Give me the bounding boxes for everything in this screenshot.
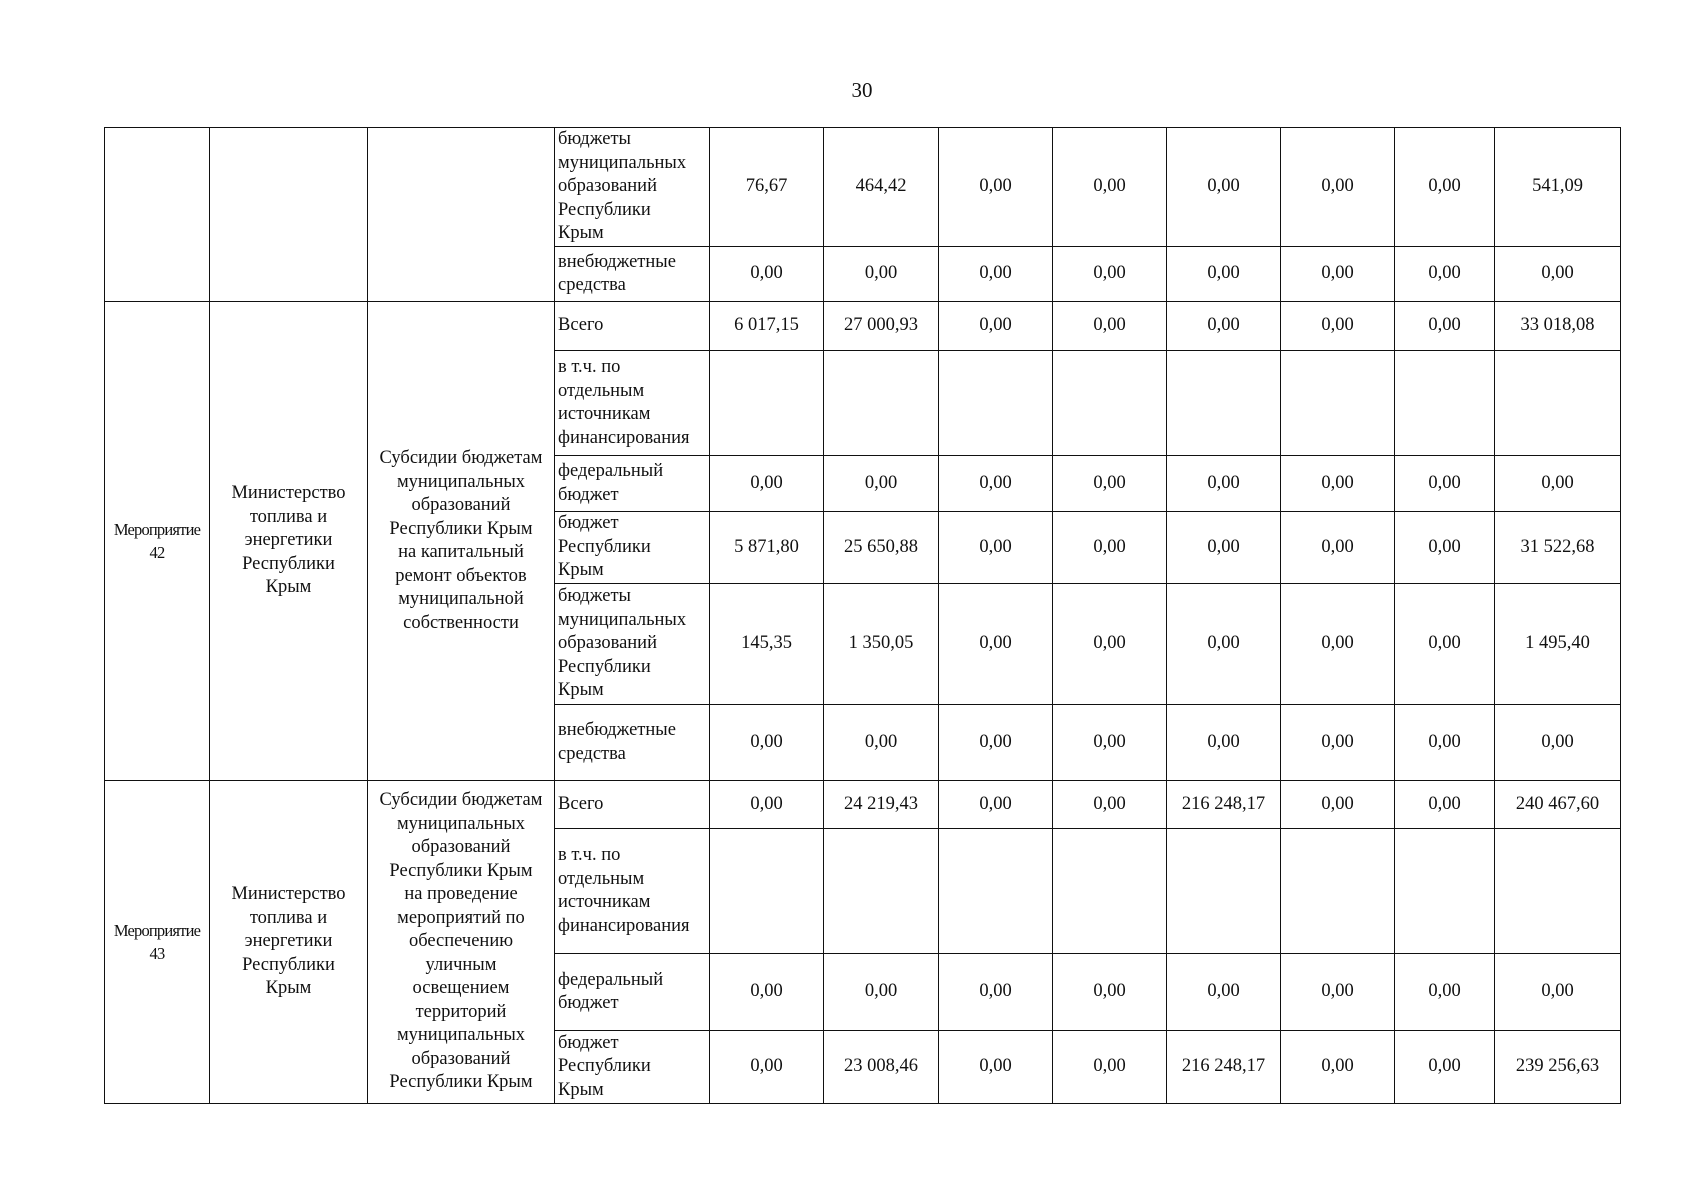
year-value: 0,00 xyxy=(1053,128,1167,247)
year-value: 0,00 xyxy=(939,512,1053,584)
year-value: 0,00 xyxy=(939,705,1053,781)
year-value: 0,00 xyxy=(1053,302,1167,351)
year-value: 0,00 xyxy=(1281,456,1395,512)
funding-source: в т.ч. по отдельным источникам финансирования xyxy=(555,829,710,954)
year-value: 0,00 xyxy=(939,456,1053,512)
year-value: 0,00 xyxy=(1395,584,1495,705)
year-value: 0,00 xyxy=(1281,584,1395,705)
year-value xyxy=(710,351,824,456)
table-row xyxy=(105,781,1621,829)
year-value: 0,00 xyxy=(710,456,824,512)
total-value: 0,00 xyxy=(1495,705,1621,781)
year-value: 1 350,05 xyxy=(824,584,939,705)
year-value: 0,00 xyxy=(939,584,1053,705)
table-row xyxy=(105,302,1621,351)
year-value xyxy=(1281,829,1395,954)
year-value: 0,00 xyxy=(1053,781,1167,829)
year-value: 0,00 xyxy=(1167,128,1281,247)
year-value: 23 008,46 xyxy=(824,1031,939,1104)
empty-cell xyxy=(105,128,210,302)
total-value: 1 495,40 xyxy=(1495,584,1621,705)
total-value: 33 018,08 xyxy=(1495,302,1621,351)
year-value: 0,00 xyxy=(1281,705,1395,781)
funding-source: бюджеты муниципальных образований Республики Крым xyxy=(555,128,710,247)
funding-source: бюджет Республики Крым xyxy=(555,512,710,584)
year-value: 0,00 xyxy=(710,781,824,829)
year-value xyxy=(1395,351,1495,456)
funding-source: внебюджетные средства xyxy=(555,247,710,302)
funding-source: федеральный бюджет xyxy=(555,456,710,512)
year-value: 0,00 xyxy=(939,781,1053,829)
year-value: 0,00 xyxy=(1053,705,1167,781)
total-value: 0,00 xyxy=(1495,247,1621,302)
funding-source: в т.ч. по отдельным источникам финансирования xyxy=(555,351,710,456)
year-value: 0,00 xyxy=(1053,456,1167,512)
total-value: 240 467,60 xyxy=(1495,781,1621,829)
year-value: 0,00 xyxy=(824,456,939,512)
funding-source: Всего xyxy=(555,781,710,829)
year-value: 0,00 xyxy=(939,247,1053,302)
executor-name: Министерство топлива и энергетики Республики Крым xyxy=(210,302,368,781)
measure-number: Мероприятие 43 xyxy=(105,781,210,1104)
total-value: 0,00 xyxy=(1495,456,1621,512)
year-value: 0,00 xyxy=(1281,512,1395,584)
year-value: 0,00 xyxy=(1053,247,1167,302)
year-value: 0,00 xyxy=(1167,954,1281,1031)
year-value: 0,00 xyxy=(824,705,939,781)
year-value: 0,00 xyxy=(939,1031,1053,1104)
year-value: 0,00 xyxy=(939,954,1053,1031)
year-value: 464,42 xyxy=(824,128,939,247)
year-value: 0,00 xyxy=(939,302,1053,351)
year-value: 0,00 xyxy=(1395,247,1495,302)
year-value: 0,00 xyxy=(824,954,939,1031)
year-value: 0,00 xyxy=(1395,705,1495,781)
year-value: 0,00 xyxy=(1167,584,1281,705)
year-value: 6 017,15 xyxy=(710,302,824,351)
year-value: 0,00 xyxy=(1281,128,1395,247)
funding-source: бюджет Республики Крым xyxy=(555,1031,710,1104)
measure-description: Субсидии бюджетам муниципальных образований Республики Крым на проведение мероприятий по обеспечению уличным освещением территорий муниципальных образований Республики Крым xyxy=(368,781,555,1104)
year-value xyxy=(824,351,939,456)
year-value: 0,00 xyxy=(1053,1031,1167,1104)
year-value: 5 871,80 xyxy=(710,512,824,584)
year-value: 0,00 xyxy=(1281,247,1395,302)
year-value: 0,00 xyxy=(1281,1031,1395,1104)
total-value: 31 522,68 xyxy=(1495,512,1621,584)
year-value: 0,00 xyxy=(1167,302,1281,351)
year-value: 27 000,93 xyxy=(824,302,939,351)
year-value: 0,00 xyxy=(1167,512,1281,584)
measure-number: Мероприятие 42 xyxy=(105,302,210,781)
year-value xyxy=(1395,829,1495,954)
year-value xyxy=(939,829,1053,954)
funding-source: бюджеты муниципальных образований Республики Крым xyxy=(555,584,710,705)
year-value: 0,00 xyxy=(1281,954,1395,1031)
total-value xyxy=(1495,351,1621,456)
year-value: 0,00 xyxy=(710,954,824,1031)
year-value: 0,00 xyxy=(1395,512,1495,584)
year-value: 0,00 xyxy=(1395,954,1495,1031)
financing-table xyxy=(104,127,1621,1104)
executor-name: Министерство топлива и энергетики Республики Крым xyxy=(210,781,368,1104)
funding-source: федеральный бюджет xyxy=(555,954,710,1031)
year-value: 24 219,43 xyxy=(824,781,939,829)
table-row xyxy=(105,128,1621,247)
funding-source: Всего xyxy=(555,302,710,351)
total-value: 0,00 xyxy=(1495,954,1621,1031)
page-number: 30 xyxy=(851,78,873,102)
year-value: 0,00 xyxy=(710,705,824,781)
total-value xyxy=(1495,829,1621,954)
year-value: 0,00 xyxy=(710,1031,824,1104)
total-value: 541,09 xyxy=(1495,128,1621,247)
year-value: 0,00 xyxy=(1053,954,1167,1031)
year-value: 0,00 xyxy=(1395,456,1495,512)
year-value: 0,00 xyxy=(824,247,939,302)
year-value: 0,00 xyxy=(939,128,1053,247)
year-value: 0,00 xyxy=(1167,705,1281,781)
funding-source: внебюджетные средства xyxy=(555,705,710,781)
empty-cell xyxy=(210,128,368,302)
year-value xyxy=(710,829,824,954)
year-value: 0,00 xyxy=(1281,302,1395,351)
year-value: 0,00 xyxy=(710,247,824,302)
year-value: 0,00 xyxy=(1395,128,1495,247)
year-value: 145,35 xyxy=(710,584,824,705)
year-value xyxy=(1053,829,1167,954)
year-value xyxy=(1167,351,1281,456)
year-value xyxy=(1053,351,1167,456)
year-value: 0,00 xyxy=(1167,456,1281,512)
total-value: 239 256,63 xyxy=(1495,1031,1621,1104)
empty-cell xyxy=(368,128,555,302)
year-value: 25 650,88 xyxy=(824,512,939,584)
year-value: 0,00 xyxy=(1053,512,1167,584)
year-value: 0,00 xyxy=(1395,302,1495,351)
year-value: 216 248,17 xyxy=(1167,1031,1281,1104)
year-value xyxy=(939,351,1053,456)
year-value xyxy=(1167,829,1281,954)
year-value: 0,00 xyxy=(1395,781,1495,829)
year-value: 0,00 xyxy=(1395,1031,1495,1104)
year-value xyxy=(824,829,939,954)
year-value: 0,00 xyxy=(1281,781,1395,829)
year-value: 0,00 xyxy=(1053,584,1167,705)
year-value: 216 248,17 xyxy=(1167,781,1281,829)
year-value xyxy=(1281,351,1395,456)
measure-description: Субсидии бюджетам муниципальных образований Республики Крым на капитальный ремонт объектов муниципальной собственности xyxy=(368,302,555,781)
year-value: 76,67 xyxy=(710,128,824,247)
year-value: 0,00 xyxy=(1167,247,1281,302)
